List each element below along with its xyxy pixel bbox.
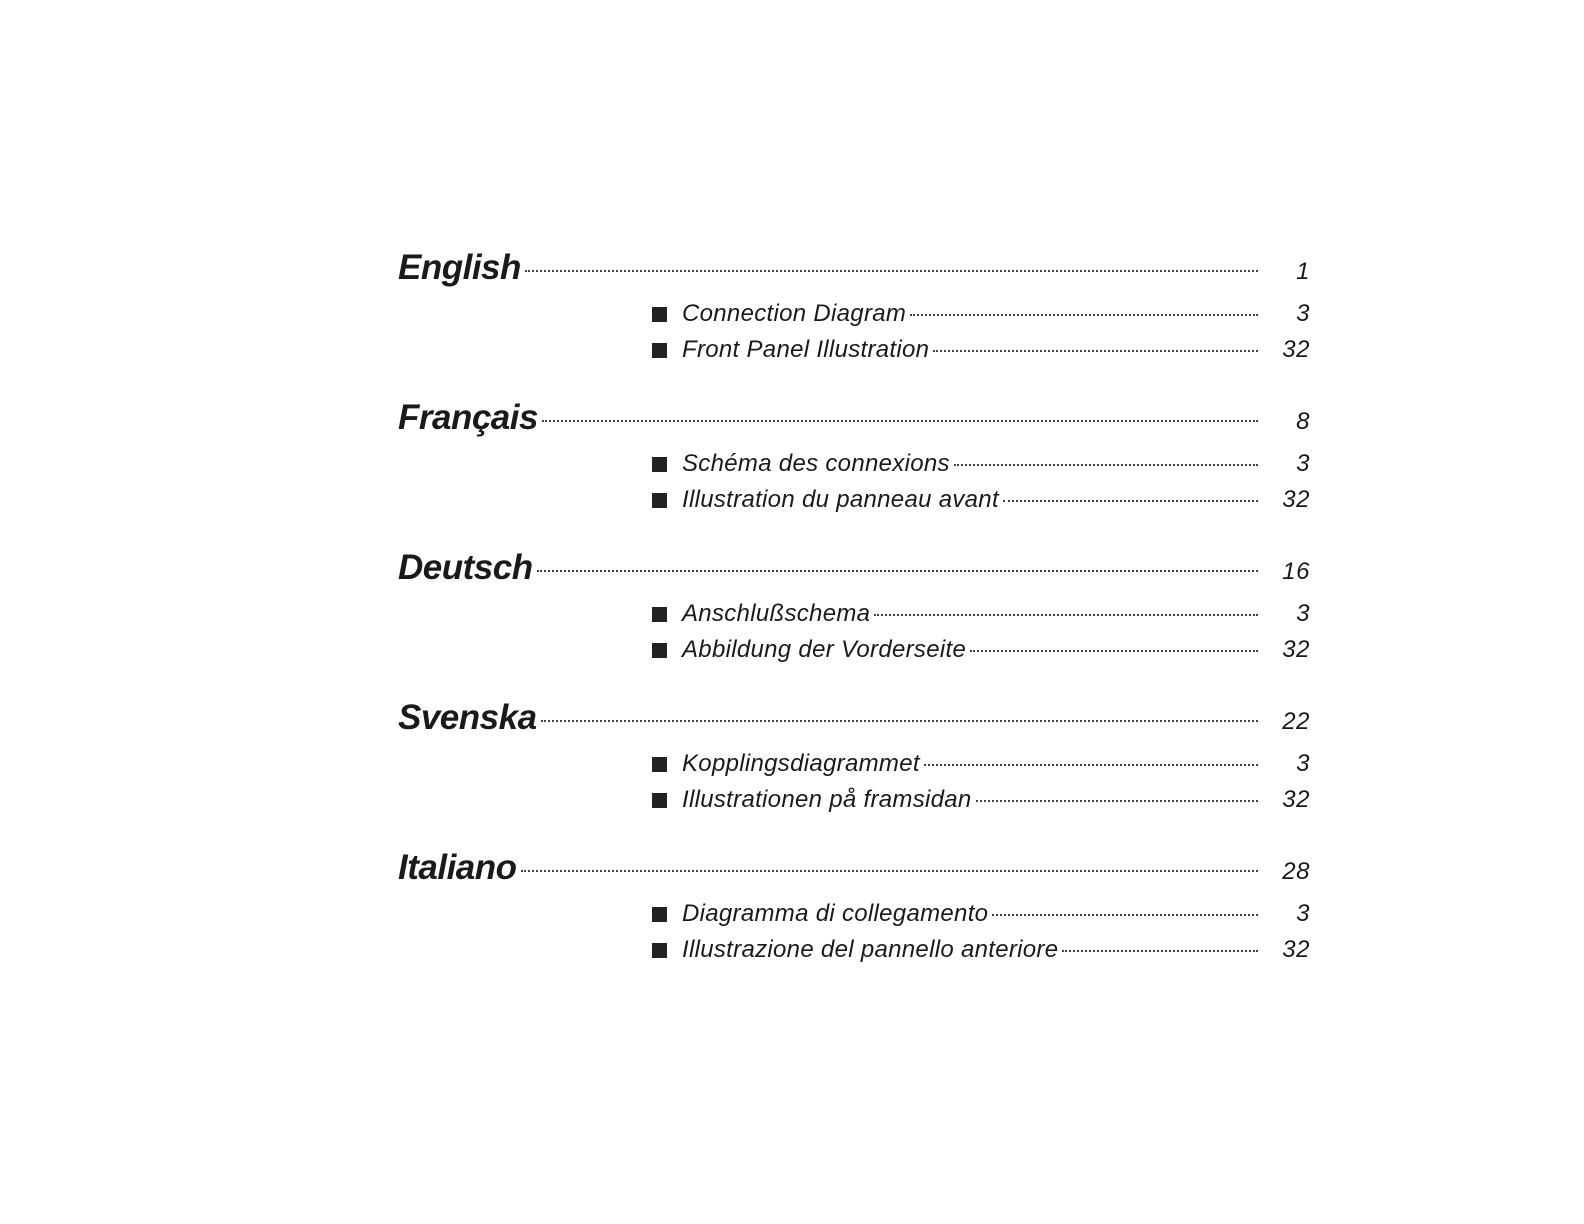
page-number: 3 [1296,750,1310,777]
page-number: 8 [1296,408,1310,435]
dot-leader [874,614,1258,616]
page-number: 16 [1282,558,1310,585]
toc-entry[interactable] [652,450,1310,478]
dot-leader [924,764,1258,766]
square-bullet-icon [652,457,667,472]
square-bullet-icon [652,493,667,508]
square-bullet-icon [652,793,667,808]
dot-leader [910,314,1258,316]
dot-leader [933,350,1258,352]
page-number: 28 [1282,858,1310,885]
entry-label: Illustrazione del pannello anteriore [682,936,1059,963]
dot-leader [1062,950,1258,952]
dot-leader [992,914,1258,916]
entry-label: Schéma des connexions [682,450,950,477]
toc-entry[interactable] [652,786,1310,814]
toc-section-english[interactable] [398,248,1310,288]
page-number: 3 [1296,600,1310,627]
dot-leader [525,270,1258,272]
square-bullet-icon [652,307,667,322]
toc-entry[interactable] [652,750,1310,778]
page-number: 32 [1282,636,1310,663]
section-title: English [398,248,521,287]
square-bullet-icon [652,343,667,358]
toc-entry[interactable] [652,900,1310,928]
toc-section-svenska[interactable] [398,698,1310,738]
page-number: 1 [1296,258,1310,285]
section-title: Italiano [398,848,517,887]
section-title: Français [398,398,538,437]
square-bullet-icon [652,943,667,958]
square-bullet-icon [652,643,667,658]
dot-leader [954,464,1258,466]
page-number: 32 [1282,336,1310,363]
entry-label: Front Panel Illustration [682,336,930,363]
dot-leader [537,570,1258,572]
toc-entry[interactable] [652,936,1310,964]
dot-leader [541,720,1258,722]
toc-entry[interactable] [652,486,1310,514]
square-bullet-icon [652,907,667,922]
toc-section-francais[interactable] [398,398,1310,438]
page-number: 22 [1282,708,1310,735]
entry-label: Diagramma di collegamento [682,900,989,927]
entry-label: Illustration du panneau avant [682,486,999,513]
page-number: 3 [1296,450,1310,477]
entry-label: Abbildung der Vorderseite [682,636,967,663]
page-number: 3 [1296,900,1310,927]
entry-label: Illustrationen på framsidan [682,786,972,813]
section-title: Svenska [398,698,537,737]
toc-entry[interactable] [652,336,1310,364]
entry-label: Anschlußschema [682,600,871,627]
square-bullet-icon [652,757,667,772]
toc-section-deutsch[interactable] [398,548,1310,588]
dot-leader [1003,500,1258,502]
dot-leader [521,870,1258,872]
dot-leader [976,800,1258,802]
entry-label: Kopplingsdiagrammet [682,750,920,777]
dot-leader [542,420,1258,422]
section-title: Deutsch [398,548,533,587]
toc-section-italiano[interactable] [398,848,1310,888]
page-number: 32 [1282,786,1310,813]
entry-label: Connection Diagram [682,300,907,327]
toc-entry[interactable] [652,600,1310,628]
page-number: 32 [1282,936,1310,963]
page-number: 32 [1282,486,1310,513]
page-number: 3 [1296,300,1310,327]
toc-entry[interactable] [652,636,1310,664]
toc-entry[interactable] [652,300,1310,328]
square-bullet-icon [652,607,667,622]
dot-leader [970,650,1258,652]
